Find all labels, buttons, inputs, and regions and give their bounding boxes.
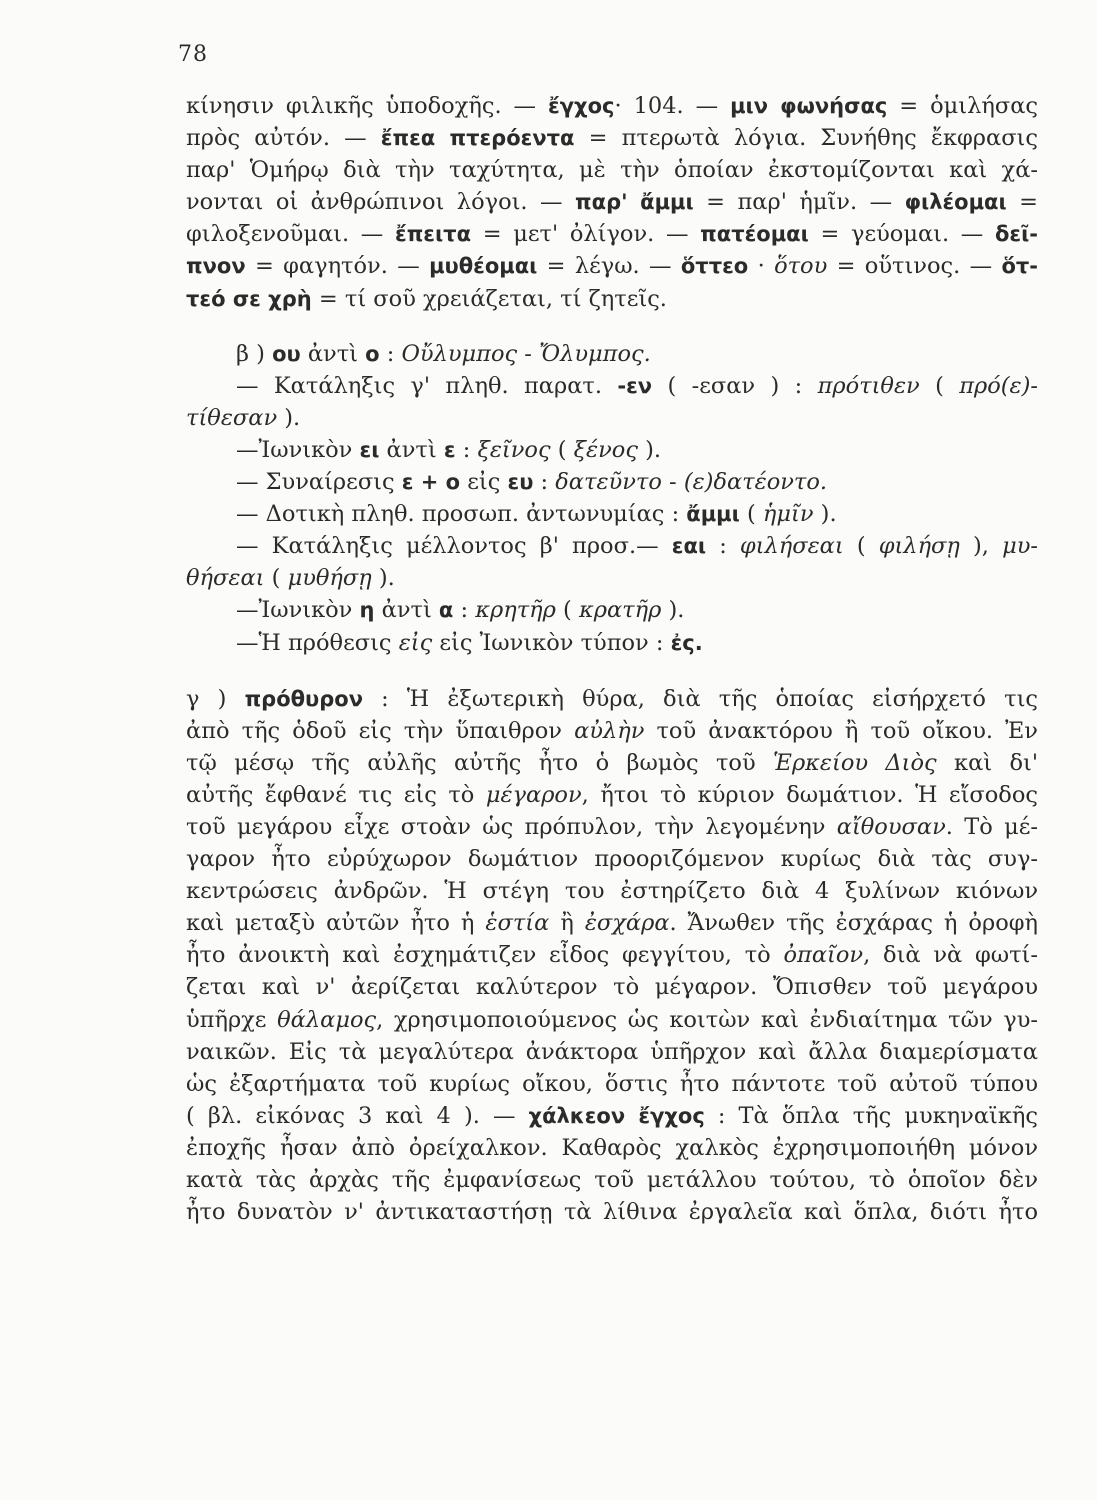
text-run: εἰς [460,469,508,496]
text-line [186,1100,1038,1132]
text-line [186,434,1038,466]
text-line [186,498,1038,530]
text-line [186,715,1038,747]
text-run: , διὰ νὰ φωτί- [863,942,1038,969]
text-run: : [455,436,478,463]
text-run: καὶ δι' [936,749,1038,776]
text-run: = παρ' ἡμῖν. — [693,189,905,216]
text-line [186,90,1038,122]
text-run: · [748,253,775,280]
text-run: = γεύομαι. — [808,221,995,248]
italic-term: αὐλὴν [574,717,645,744]
text-line [186,1068,1038,1100]
text-line [186,594,1038,626]
bold-term: ε + ο [401,470,461,495]
italic-term: (ε)δατέοντο. [683,469,828,496]
italic-term: Οὔλυμπος [401,340,518,367]
italic-term: φιλήσεαι [739,533,844,560]
text-run: κεντρώσεις ἀνδρῶν. Ἡ στέγη του ἐστηρίζετο διὰ 4 ξυλίνων κιόνων [186,878,1038,905]
bold-term: ὅτ- [1001,254,1038,279]
italic-term: φιλήσῃ [878,533,960,560]
text-run: παρ' Ὁμήρῳ διὰ τὴν ταχύτητα, μὲ τὴν ὁποίαν ἐκστομίζονται καὶ χά- [186,157,1038,184]
bold-term: δεῖ- [994,222,1038,247]
italic-term: θάλαμος [277,1006,377,1033]
italic-term: μυθήσῃ [287,565,372,592]
text-line [186,1036,1038,1068]
text-run: = ὁμιλήσας [887,93,1038,119]
text-run: —Ἰωνικὸν [236,597,360,624]
bold-term: α [438,598,454,623]
bold-term: χάλκεον ἔγχος [528,1103,705,1128]
body-text [186,90,1038,1228]
text-run: ἐποχῆς ἦσαν ἀπὸ ὀρείχαλκον. Καθαρὸς χαλκὸς ἐχρησιμοποιήθη μόνον [186,1134,1038,1161]
text-run: ). [277,404,301,431]
text-line [186,1164,1038,1196]
section-gap [186,659,1038,683]
bold-term: ευ [507,470,534,495]
text-run: ). [371,565,395,592]
text-line [186,843,1038,875]
italic-term: ὀπαῖον [783,942,864,969]
text-run: ὡς ἐξαρτήματα τοῦ κυρίως οἴκου, ὅστις ἦτο πάντοτε τοῦ αὐτοῦ τύπου [186,1070,1038,1097]
bold-term: πατέομαι [700,222,809,247]
bold-term: ει [359,437,380,462]
text-line [186,530,1038,562]
text-run: ). [813,501,837,528]
italic-term: ὅτου [774,253,828,280]
text-run: = φαγητόν. — [245,253,430,280]
italic-term: πρότιθεν [817,372,920,399]
bold-term: η [359,598,375,623]
text-run: φιλοξενοῦμαι. — [186,221,395,248]
bold-term: ἐς. [670,630,703,655]
text-line [186,811,1038,843]
text-line [186,747,1038,779]
text-run: ἢ [549,910,585,937]
bold-term: φιλέομαι [904,190,1007,215]
text-run: : [453,597,476,624]
text-line [186,370,1038,402]
text-line [186,1132,1038,1164]
text-run: ( [919,372,960,399]
section-gap [186,315,1038,338]
text-run: γαρον ἦτο εὐρύχωρον δωμάτιον προοριζόμενον κυρίως διὰ τὰς συγ- [186,846,1038,873]
text-line [186,939,1038,971]
text-run: . Τὸ μέ- [945,813,1038,840]
text-run: β ) [236,340,273,367]
text-run: ). [661,597,685,624]
page-number: 78 [178,42,208,67]
text-run: ὑπῆρχε [186,1006,278,1033]
bold-term: ἔπειτα [395,222,472,247]
text-line [186,683,1038,715]
text-run: τοῦ ἀνακτόρου ἢ τοῦ οἴκου. Ἐν [644,717,1038,744]
text-run: ). [637,436,662,463]
text-run: , χρησιμοποιούμενος ὡς κοιτὼν καὶ ἐνδιαίτημα τῶν γυ- [376,1006,1038,1033]
text-run: ἀντὶ [374,597,439,624]
text-run: ναικῶν. Εἰς τὰ μεγαλύτερα ἀνάκτορα ὑπῆρχον καὶ ἄλλα διαμερίσματα [186,1038,1038,1065]
text-run: = μετ' ὀλίγον. — [471,221,701,248]
text-run: ( -εσαν ) : [652,372,818,399]
italic-term: ἐσχάρα [584,910,670,937]
bold-term: ἄμμι [686,502,740,527]
text-run: · 104. — [614,93,731,119]
bold-term: τεό σε χρὴ [186,286,312,311]
text-run: : Ἡ ἐξωτερικὴ θύρα, διὰ τῆς ὁποίας εἰσήρχετό τις [363,685,1039,712]
text-run: εἰς Ἰωνικὸν τύπον : [432,629,671,656]
text-run: = τί σοῦ χρειάζεται, τί ζητεῖς. [311,285,667,312]
text-run: κατὰ τὰς ἀρχὰς τῆς ἐμφανίσεως τοῦ μετάλλου τούτου, τὸ ὁποῖον δὲν [186,1167,1038,1193]
bold-term: πνον [186,254,246,279]
italic-term: κρατῆρ [578,597,662,624]
text-run: = οὕτινος. — [827,253,1002,280]
bold-term: μυθέομαι [429,254,538,279]
text-run: : [706,533,740,560]
text-run: τοῦ μεγάρου εἶχε στοὰν ὡς πρόπυλον, τὴν λεγομένην [186,813,837,840]
bold-term: εαι [671,534,707,559]
text-run: — Κατάληξις μέλλοντος β' προσ.— [236,533,672,560]
text-run: ἀντὶ [379,436,444,463]
text-run: νονται οἱ ἀνθρώπινοι λόγοι. — [186,189,576,216]
italic-term: ξεῖνος [477,436,551,463]
text-run: — Δοτικὴ πληθ. προσωπ. ἀντωνυμίας : [236,501,687,528]
text-run: ἀπὸ τῆς ὁδοῦ εἰς τὴν ὕπαιθρον [186,717,575,744]
text-run: ( [550,436,574,463]
text-run: = πτερωτὰ λόγια. Συνήθης ἔκφρασις [574,125,1038,152]
italic-term: μυ- [1002,533,1038,560]
text-run: = λέγω. — [537,253,681,280]
text-line [186,779,1038,811]
italic-term: Ὄλυμπος. [539,340,651,367]
text-run: καὶ μεταξὺ αὐτῶν ἦτο ἡ [186,910,486,937]
text-run: αὐτῆς ἔφθανέ τις εἰς τὸ [186,781,486,808]
text-line [186,218,1038,250]
text-run: . Ἄνωθεν τῆς ἐσχάρας ἡ ὀροφὴ [669,910,1038,937]
text-run: ( [843,533,879,560]
text-run: πρὸς αὐτόν. — [186,125,381,152]
text-line [186,283,1038,315]
bold-term: ου [272,341,301,366]
bold-term: μιν φωνήσας [730,94,888,118]
text-run: ἦτο δυνατὸν ν' ἀντικαταστήσῃ τὰ λίθινα ἐργαλεῖα καὶ ὅπλα, διότι ἦτο [186,1199,1038,1226]
text-run: ( [739,501,763,528]
italic-term: μέγαρον [485,781,582,808]
bold-term: ἔπεα πτερόεντα [380,126,575,151]
text-run: κίνησιν φιλικῆς ὑποδοχῆς. — [186,93,549,119]
text-run: ἦτο ἀνοικτὴ καὶ ἐσχημάτιζεν εἶδος φεγγίτου, τὸ [186,942,784,969]
text-run: τῷ μέσῳ τῆς αὐλῆς αὐτῆς ἦτο ὁ βωμὸς τοῦ [186,749,774,776]
text-line [186,250,1038,282]
text-run: ἀντὶ [300,340,366,367]
text-line [186,627,1038,659]
text-run: - [661,469,684,496]
text-run: — Συναίρεσις [236,469,402,496]
text-run: ( βλ. εἰκόνας 3 καὶ 4 ). — [186,1102,529,1129]
bold-term: ὅττεο [680,254,749,279]
text-run: ζεται καὶ ν' ἀερίζεται καλύτερον τὸ μέγαρον. Ὄπισθεν τοῦ μεγάρου [186,974,1038,1001]
text-run: - [517,340,540,367]
italic-term: ἡμῖν [762,501,814,528]
italic-term: ἑστία [485,910,550,937]
bold-term: ἔγχος [548,94,615,118]
text-line [186,186,1038,218]
text-line [186,338,1038,370]
text-line [186,1196,1038,1228]
text-run: , ἤτοι τὸ κύριον δωμάτιον. Ἡ εἴσοδος [581,781,1038,808]
italic-term: δατεῦντο [555,469,662,496]
italic-term: πρό(ε)- [959,372,1039,399]
italic-term: αἴθουσαν [836,813,946,840]
text-run: γ ) [186,685,245,712]
text-line [186,875,1038,907]
text-run: = [1006,189,1039,216]
text-run: ( [264,565,288,592]
bold-term: ο [365,341,380,366]
text-run: —Ἰωνικὸν [236,436,360,463]
text-run: — Κατάληξις γ' πληθ. παρατ. [236,372,618,399]
text-line [186,122,1038,154]
italic-term: Ἑρκείου Διὸς [773,749,937,776]
text-line [186,907,1038,939]
italic-term: τίθεσαν [186,404,278,431]
text-run: —Ἡ πρόθεσις [236,629,399,656]
text-line [186,466,1038,498]
italic-term: εἰς [398,629,433,656]
bold-term: πρόθυρον [244,686,364,711]
text-run: : [379,340,402,367]
text-run: ), [959,533,1003,560]
text-run: ( [555,597,579,624]
italic-term: ξένος [573,436,638,463]
text-line [186,154,1038,186]
italic-term: θήσεαι [186,565,265,592]
text-line [186,402,1038,434]
text-run: : Τὰ ὅπλα τῆς μυκηναϊκῆς [704,1102,1038,1129]
text-run: : [533,469,556,496]
bold-term: παρ' ἄμμι [575,190,694,215]
text-line [186,1004,1038,1036]
text-line [186,971,1038,1003]
text-line [186,562,1038,594]
bold-term: -εν [617,373,653,398]
bold-term: ε [443,437,456,462]
italic-term: κρητῆρ [475,597,556,624]
